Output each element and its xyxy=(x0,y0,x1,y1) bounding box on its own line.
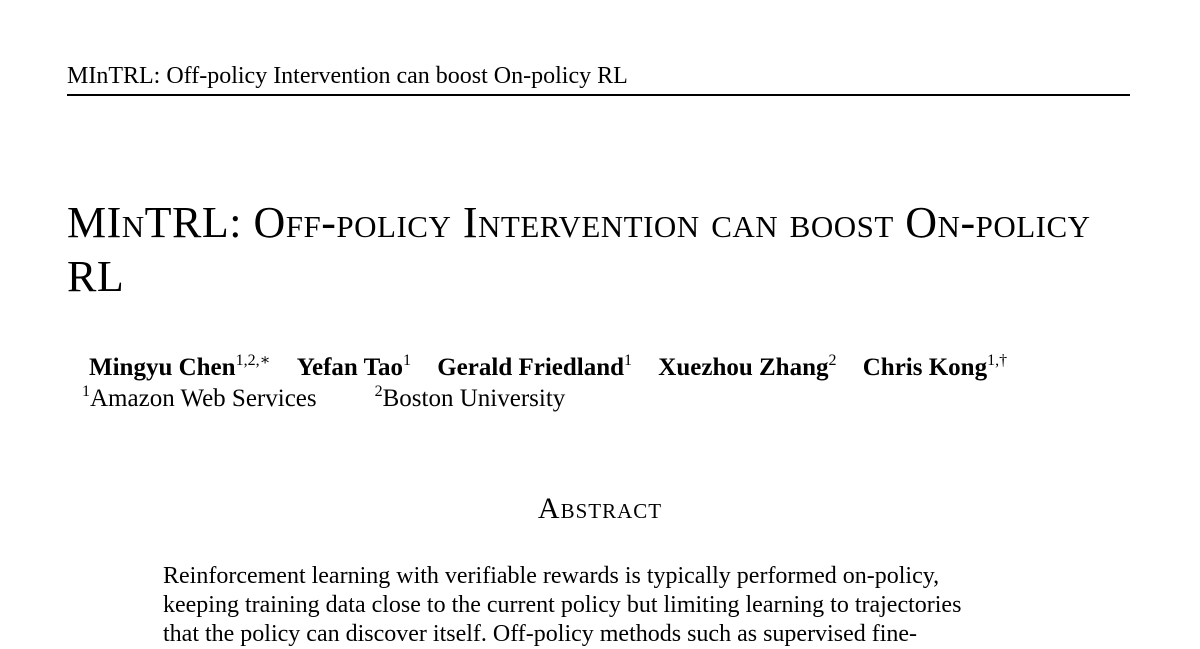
author-name: Yefan Tao xyxy=(296,354,403,381)
author-gerald-friedland xyxy=(437,354,632,381)
author-xuezhou-zhang xyxy=(658,354,836,381)
author-list xyxy=(89,352,1027,384)
paper-title: MInTRL: Off-policy Intervention can boost On-policy RL xyxy=(67,198,1091,301)
affiliation-list xyxy=(82,383,565,415)
affiliation-name: Amazon Web Services xyxy=(90,385,317,412)
abstract-heading: Abstract xyxy=(537,492,663,525)
author-chris-kong xyxy=(863,354,1007,381)
author-name: Xuezhou Zhang xyxy=(658,354,829,381)
author-affil-marker: 1,2,∗ xyxy=(235,352,271,369)
affiliation-name: Boston University xyxy=(382,385,566,412)
affiliation-boston-university xyxy=(375,385,566,412)
affiliation-amazon xyxy=(82,385,317,412)
author-yefan-tao xyxy=(297,354,411,381)
abstract-body xyxy=(163,562,1043,649)
author-name: Gerald Friedland xyxy=(437,354,625,381)
author-name: Chris Kong xyxy=(862,354,988,381)
author-name: Mingyu Chen xyxy=(89,354,236,381)
author-affil-marker: 1 xyxy=(624,352,633,369)
header-rule xyxy=(67,94,1130,96)
author-affil-marker: 1,† xyxy=(987,352,1008,369)
author-mingyu-chen xyxy=(89,354,270,381)
affiliation-marker: 1 xyxy=(82,383,90,400)
abstract-line: that the policy can discover itself. Off-policy methods such as supervised fine- xyxy=(163,621,918,647)
abstract-line: keeping training data close to the current policy but limiting learning to trajectories xyxy=(163,592,962,618)
author-affil-marker: 2 xyxy=(828,352,837,369)
author-affil-marker: 1 xyxy=(402,352,411,369)
affiliation-marker: 2 xyxy=(374,383,383,400)
abstract-line: Reinforcement learning with verifiable rewards is typically performed on-policy, xyxy=(163,563,940,589)
running-head: MInTRL: Off-policy Intervention can boost On-policy RL xyxy=(67,63,628,89)
